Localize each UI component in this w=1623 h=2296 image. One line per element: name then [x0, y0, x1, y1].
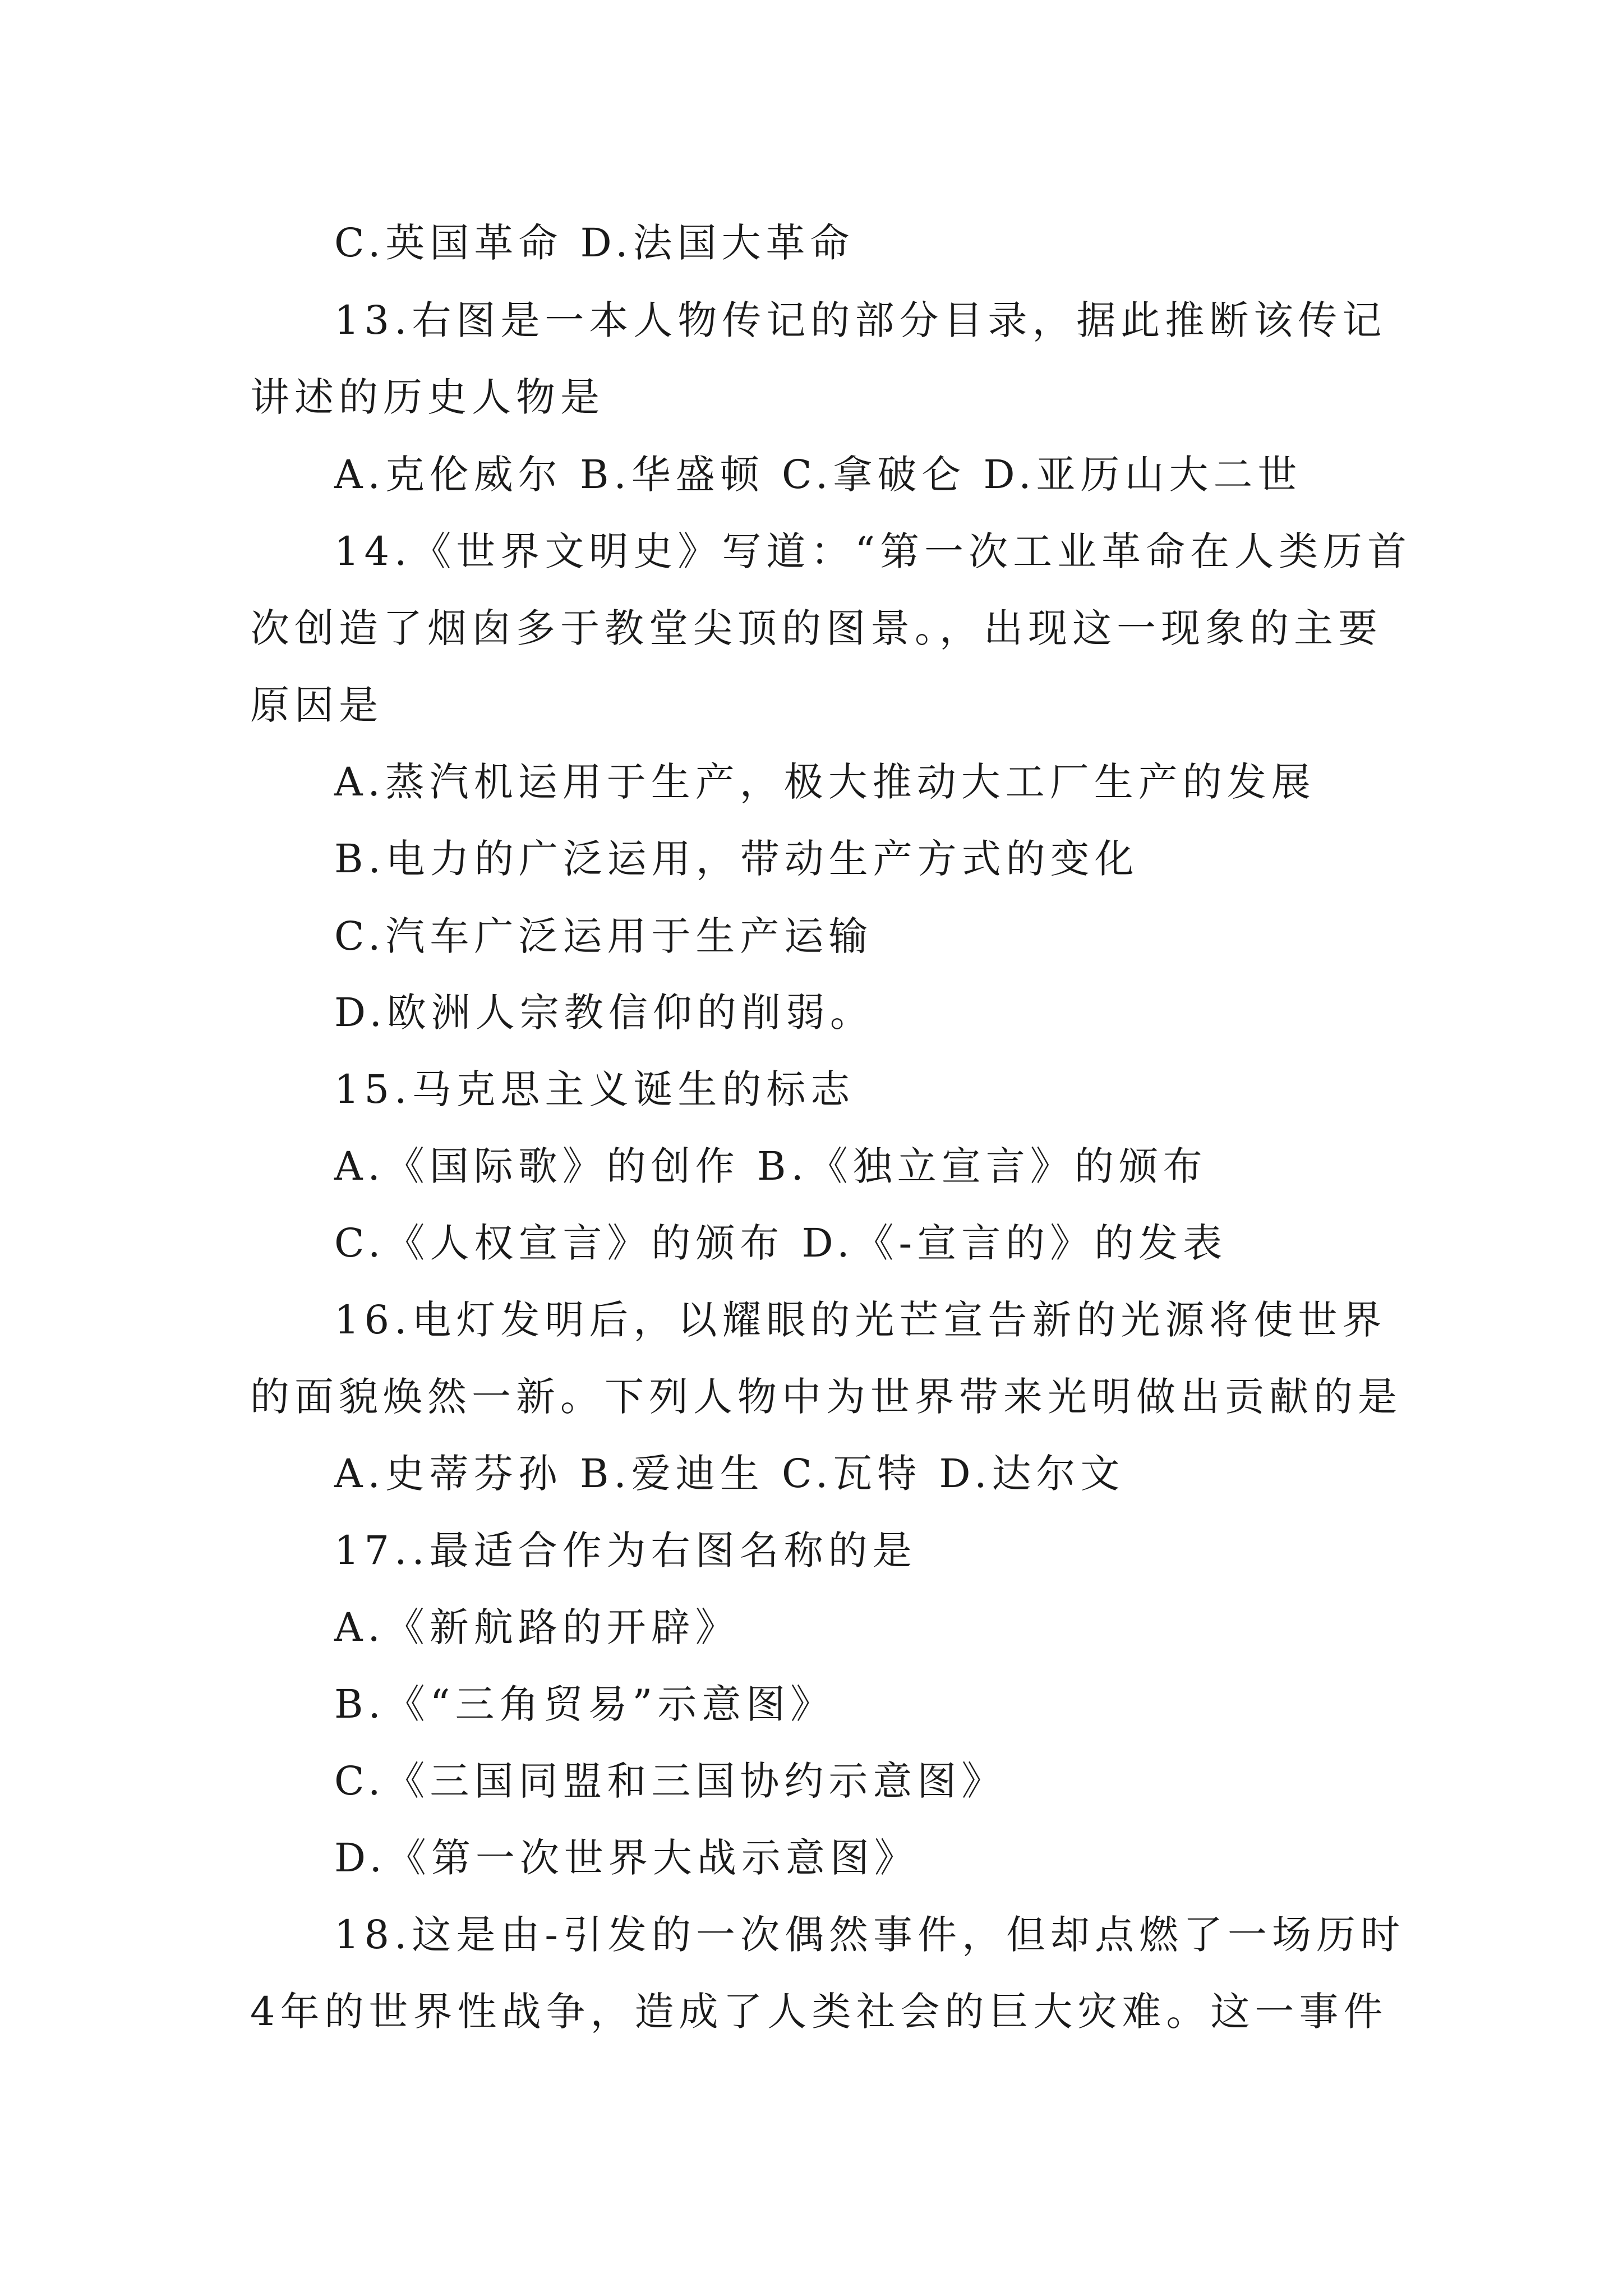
- question-18-stem-cont: 4年的世界性战争，造成了人类社会的巨大灾难。这一事件: [250, 1989, 1388, 2035]
- question-13-stem-cont: 讲述的历史人物是: [250, 374, 605, 420]
- question-17-option-c: C.《三国同盟和三国协约示意图》: [334, 1758, 1006, 1804]
- question-16-options: A.史蒂芬孙 B.爱迪生 C.瓦特 D.达尔文: [334, 1451, 1125, 1497]
- question-17-option-d: D.《第一次世界大战示意图》: [334, 1835, 919, 1881]
- question-15-options-ab: A.《国际歌》的创作 B.《独立宣言》的颁布: [334, 1143, 1207, 1189]
- question-17-option-a: A.《新航路的开辟》: [334, 1604, 740, 1650]
- question-16-stem: 16.电灯发明后，以耀眼的光芒宣告新的光源将使世界: [334, 1297, 1387, 1343]
- question-15-options-cd: C.《人权宣言》的颁布 D.《-宣言的》的发表: [334, 1220, 1228, 1266]
- question-16-stem-cont: 的面貌焕然一新。下列人物中为世界带来光明做出贡献的是: [250, 1374, 1402, 1420]
- question-14-option-d: D.欧洲人宗教信仰的削弱。: [334, 990, 874, 1036]
- question-14-stem-end: 原因是: [250, 682, 383, 728]
- question-18-stem: 18.这是由-引发的一次偶然事件，但却点燃了一场历时: [334, 1912, 1405, 1958]
- question-17-option-b: B.《“三角贸易”示意图》: [334, 1681, 835, 1727]
- question-14-option-b: B.电力的广泛运用，带动生产方式的变化: [334, 836, 1139, 882]
- question-13-options: A.克伦威尔 B.华盛顿 C.拿破仑 D.亚历山大二世: [334, 452, 1302, 498]
- question-14-option-c: C.汽车广泛运用于生产运输: [334, 913, 873, 959]
- question-17-stem: 17..最适合作为右图名称的是: [334, 1527, 917, 1573]
- question-14-stem: 14.《世界文明史》写道：“第一次工业革命在人类历首: [334, 528, 1412, 574]
- question-13-stem: 13.右图是一本人物传记的部分目录，据此推断该传记: [334, 297, 1387, 343]
- question-12-options-cd: C.英国革命 D.法国大革命: [334, 220, 855, 266]
- question-14-stem-cont: 次创造了烟囱多于教堂尖顶的图景。，出现这一现象的主要: [250, 605, 1382, 651]
- question-15-stem: 15.马克思主义诞生的标志: [334, 1066, 855, 1112]
- question-14-option-a: A.蒸汽机运用于生产，极大推动大工厂生产的发展: [334, 759, 1316, 805]
